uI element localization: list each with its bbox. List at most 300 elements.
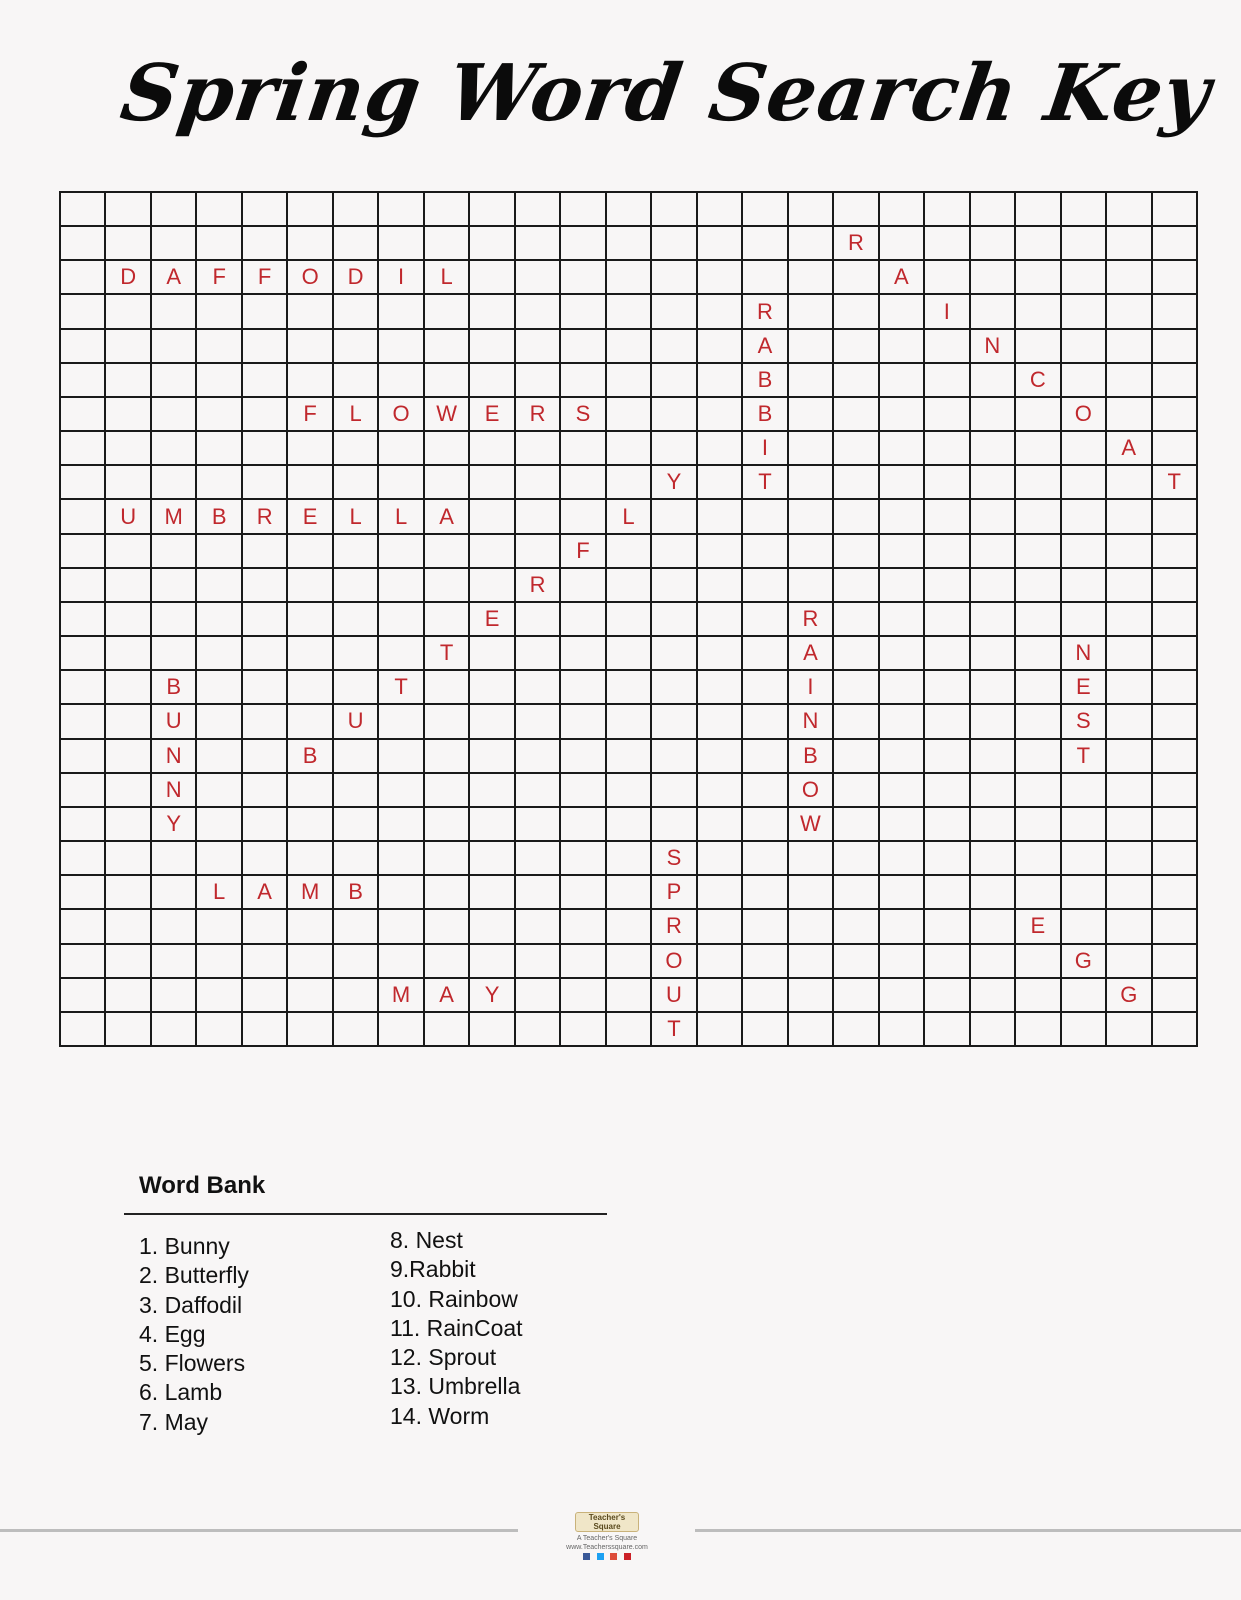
grid-cell [152, 466, 197, 500]
grid-cell [561, 910, 606, 944]
grid-cell [971, 842, 1016, 876]
grid-cell [880, 364, 925, 398]
grid-cell [197, 569, 242, 603]
grid-letter: T [425, 637, 470, 671]
grid-cell [334, 227, 379, 261]
grid-cell [652, 330, 697, 364]
grid-cell [743, 227, 788, 261]
pinterest-icon[interactable] [624, 1553, 631, 1560]
grid-cell [288, 1013, 333, 1047]
grid-cell [425, 671, 470, 705]
grid-cell [379, 295, 424, 329]
grid-cell [561, 740, 606, 774]
grid-letter: N [971, 330, 1016, 364]
grid-letter: R [789, 603, 834, 637]
grid-cell [1153, 500, 1198, 534]
grid-cell [288, 466, 333, 500]
grid-cell [607, 227, 652, 261]
grid-cell [971, 1013, 1016, 1047]
grid-cell [334, 569, 379, 603]
word-bank-item: 4. Egg [139, 1320, 206, 1347]
grid-cell [561, 227, 606, 261]
grid-cell [925, 740, 970, 774]
grid-cell [1107, 466, 1152, 500]
word-bank-item: 13. Umbrella [390, 1373, 521, 1400]
grid-cell [925, 876, 970, 910]
grid-cell [1062, 808, 1107, 842]
grid-letter: M [379, 979, 424, 1013]
grid-cell [880, 979, 925, 1013]
grid-cell [106, 808, 151, 842]
grid-letter: R [516, 398, 561, 432]
grid-letter: F [243, 261, 288, 295]
grid-cell [516, 740, 561, 774]
grid-cell [106, 535, 151, 569]
grid-cell [1016, 227, 1061, 261]
grid-cell [334, 979, 379, 1013]
grid-cell [243, 979, 288, 1013]
grid-cell [607, 671, 652, 705]
grid-letter: R [243, 500, 288, 534]
grid-cell [197, 945, 242, 979]
grid-cell [561, 500, 606, 534]
grid-cell [425, 569, 470, 603]
grid-cell [925, 535, 970, 569]
grid-cell [106, 466, 151, 500]
grid-letter: S [1062, 705, 1107, 739]
word-bank-item: 3. Daffodil [139, 1291, 243, 1318]
grid-cell [971, 535, 1016, 569]
grid-cell [698, 227, 743, 261]
grid-cell [470, 637, 515, 671]
grid-cell [470, 364, 515, 398]
grid-cell [425, 876, 470, 910]
grid-cell [561, 808, 606, 842]
grid-cell [152, 979, 197, 1013]
grid-cell [880, 398, 925, 432]
grid-cell [698, 500, 743, 534]
grid-letter: U [652, 979, 697, 1013]
grid-cell [1016, 945, 1061, 979]
grid-letter: T [379, 671, 424, 705]
grid-letter: L [334, 500, 379, 534]
grid-cell [470, 740, 515, 774]
grid-letter: A [152, 261, 197, 295]
grid-cell [561, 569, 606, 603]
grid-cell [1062, 1013, 1107, 1047]
grid-cell [152, 637, 197, 671]
grid-cell [1153, 603, 1198, 637]
grid-cell [1107, 398, 1152, 432]
grid-letter: Y [152, 808, 197, 842]
grid-cell [834, 432, 879, 466]
grid-cell [607, 910, 652, 944]
grid-letter: R [834, 227, 879, 261]
grid-cell [470, 842, 515, 876]
grid-cell [243, 330, 288, 364]
grid-cell [607, 535, 652, 569]
grid-cell [925, 261, 970, 295]
grid-cell [743, 261, 788, 295]
grid-cell [152, 876, 197, 910]
grid-cell [379, 432, 424, 466]
grid-cell [1016, 603, 1061, 637]
grid-cell [880, 535, 925, 569]
grid-cell [880, 945, 925, 979]
grid-cell [880, 910, 925, 944]
grid-cell [607, 432, 652, 466]
grid-cell [516, 193, 561, 227]
grid-cell [834, 910, 879, 944]
grid-cell [197, 535, 242, 569]
grid-letter: F [288, 398, 333, 432]
grid-cell [789, 466, 834, 500]
grid-cell [516, 500, 561, 534]
grid-letter: A [880, 261, 925, 295]
grid-letter: O [379, 398, 424, 432]
grid-cell [288, 774, 333, 808]
grid-cell [834, 603, 879, 637]
grid-letter: L [334, 398, 379, 432]
grid-letter: L [607, 500, 652, 534]
grid-cell [1107, 1013, 1152, 1047]
grid-letter: F [561, 535, 606, 569]
grid-cell [379, 637, 424, 671]
grid-cell [106, 671, 151, 705]
grid-cell [1016, 500, 1061, 534]
grid-cell [106, 398, 151, 432]
grid-cell [334, 466, 379, 500]
grid-cell [971, 910, 1016, 944]
grid-cell [379, 910, 424, 944]
grid-cell [789, 500, 834, 534]
grid-cell [743, 193, 788, 227]
grid-cell [1107, 842, 1152, 876]
grid-cell [516, 603, 561, 637]
grid-cell [1062, 603, 1107, 637]
grid-cell [925, 842, 970, 876]
grid-letter: A [243, 876, 288, 910]
grid-letter: I [789, 671, 834, 705]
grid-cell [425, 535, 470, 569]
grid-cell [425, 1013, 470, 1047]
grid-letter: A [425, 979, 470, 1013]
grid-cell [379, 603, 424, 637]
grid-cell [1016, 330, 1061, 364]
grid-cell [470, 1013, 515, 1047]
grid-cell [698, 842, 743, 876]
grid-letter: T [1153, 466, 1198, 500]
grid-cell [561, 876, 606, 910]
grid-cell [834, 569, 879, 603]
grid-cell [379, 227, 424, 261]
grid-cell [425, 705, 470, 739]
grid-cell [834, 466, 879, 500]
grid-cell [197, 466, 242, 500]
grid-cell [61, 535, 106, 569]
grid-letter: C [1016, 364, 1061, 398]
grid-cell [334, 535, 379, 569]
grid-cell [789, 330, 834, 364]
grid-letter: M [288, 876, 333, 910]
grid-cell [425, 193, 470, 227]
grid-cell [789, 979, 834, 1013]
grid-cell [1107, 876, 1152, 910]
grid-cell [880, 466, 925, 500]
word-bank-divider [124, 1213, 607, 1215]
grid-cell [1107, 193, 1152, 227]
grid-cell [334, 432, 379, 466]
grid-cell [470, 705, 515, 739]
grid-cell [106, 1013, 151, 1047]
grid-cell [470, 910, 515, 944]
grid-cell [789, 1013, 834, 1047]
grid-cell [925, 945, 970, 979]
grid-cell [834, 945, 879, 979]
grid-letter: M [152, 500, 197, 534]
grid-cell [743, 808, 788, 842]
grid-cell [789, 261, 834, 295]
grid-cell [1107, 295, 1152, 329]
grid-cell [607, 330, 652, 364]
word-bank-item: 1. Bunny [139, 1233, 230, 1259]
grid-cell [106, 193, 151, 227]
grid-cell [1016, 842, 1061, 876]
grid-cell [834, 671, 879, 705]
grid-cell [516, 774, 561, 808]
grid-cell [152, 330, 197, 364]
grid-cell [1153, 945, 1198, 979]
grid-cell [652, 432, 697, 466]
grid-cell [1107, 637, 1152, 671]
grid-cell [470, 261, 515, 295]
grid-cell [698, 774, 743, 808]
grid-cell [925, 979, 970, 1013]
grid-cell [834, 500, 879, 534]
grid-cell [743, 500, 788, 534]
word-bank-item: 5. Flowers [139, 1350, 246, 1377]
grid-cell [789, 432, 834, 466]
grid-letter: N [1062, 637, 1107, 671]
grid-cell [652, 535, 697, 569]
grid-letter: A [789, 637, 834, 671]
grid-cell [698, 945, 743, 979]
grid-cell [288, 227, 333, 261]
grid-cell [106, 637, 151, 671]
grid-cell [152, 569, 197, 603]
grid-cell [925, 603, 970, 637]
grid-cell [243, 535, 288, 569]
grid-cell [834, 705, 879, 739]
grid-cell [1062, 876, 1107, 910]
grid-cell [470, 808, 515, 842]
grid-cell [1107, 330, 1152, 364]
grid-cell [1153, 398, 1198, 432]
grid-cell [698, 398, 743, 432]
grid-cell [197, 705, 242, 739]
grid-cell [152, 193, 197, 227]
grid-cell [1016, 1013, 1061, 1047]
grid-cell [698, 1013, 743, 1047]
grid-letter: W [425, 398, 470, 432]
grid-cell [1153, 705, 1198, 739]
twitter-icon[interactable] [597, 1553, 604, 1560]
grid-cell [197, 398, 242, 432]
grid-cell [971, 193, 1016, 227]
google-plus-icon[interactable] [610, 1553, 617, 1560]
grid-cell [470, 876, 515, 910]
grid-cell [652, 603, 697, 637]
grid-letter: P [652, 876, 697, 910]
grid-cell [971, 261, 1016, 295]
grid-cell [61, 330, 106, 364]
grid-cell [561, 842, 606, 876]
grid-cell [516, 295, 561, 329]
grid-cell [834, 842, 879, 876]
grid-cell [925, 637, 970, 671]
grid-cell [607, 774, 652, 808]
grid-cell [197, 671, 242, 705]
grid-cell [288, 979, 333, 1013]
grid-cell [425, 910, 470, 944]
grid-cell [152, 535, 197, 569]
grid-letter: N [789, 705, 834, 739]
grid-cell [379, 466, 424, 500]
grid-letter: B [743, 398, 788, 432]
grid-cell [652, 705, 697, 739]
grid-cell [1016, 705, 1061, 739]
grid-cell [971, 603, 1016, 637]
grid-cell [607, 945, 652, 979]
grid-cell [243, 569, 288, 603]
grid-cell [197, 637, 242, 671]
grid-cell [288, 330, 333, 364]
grid-cell [880, 842, 925, 876]
grid-cell [789, 398, 834, 432]
grid-cell [379, 945, 424, 979]
grid-letter: B [743, 364, 788, 398]
grid-letter: S [561, 398, 606, 432]
grid-cell [698, 193, 743, 227]
grid-cell [425, 295, 470, 329]
grid-cell [516, 876, 561, 910]
word-bank-item: 2. Butterfly [139, 1262, 249, 1289]
grid-cell [971, 398, 1016, 432]
grid-cell [1107, 808, 1152, 842]
grid-cell [925, 466, 970, 500]
grid-cell [106, 295, 151, 329]
grid-letter: T [652, 1013, 697, 1047]
grid-letter: A [743, 330, 788, 364]
grid-cell [470, 466, 515, 500]
grid-letter: B [789, 740, 834, 774]
grid-cell [652, 637, 697, 671]
grid-cell [106, 740, 151, 774]
grid-cell [152, 603, 197, 637]
grid-cell [743, 1013, 788, 1047]
grid-cell [152, 295, 197, 329]
grid-cell [743, 569, 788, 603]
grid-cell [61, 876, 106, 910]
grid-cell [743, 945, 788, 979]
grid-cell [61, 1013, 106, 1047]
grid-cell [971, 979, 1016, 1013]
grid-cell [1062, 261, 1107, 295]
grid-letter: L [425, 261, 470, 295]
grid-cell [698, 432, 743, 466]
word-bank-item: 8. Nest [390, 1227, 463, 1253]
grid-cell [1062, 535, 1107, 569]
grid-cell [607, 603, 652, 637]
grid-cell [561, 979, 606, 1013]
grid-cell [470, 500, 515, 534]
grid-cell [1016, 569, 1061, 603]
word-bank-item: 7. May [139, 1408, 209, 1435]
grid-letter: E [470, 603, 515, 637]
grid-cell [243, 432, 288, 466]
grid-cell [516, 364, 561, 398]
grid-cell [880, 740, 925, 774]
grid-cell [971, 945, 1016, 979]
grid-cell [743, 535, 788, 569]
page-title: Spring Word Search Key [115, 48, 1217, 139]
grid-cell [243, 193, 288, 227]
grid-cell [1062, 979, 1107, 1013]
grid-cell [152, 432, 197, 466]
grid-cell [743, 979, 788, 1013]
grid-cell [516, 432, 561, 466]
grid-letter: S [652, 842, 697, 876]
grid-cell [1153, 330, 1198, 364]
grid-cell [1153, 569, 1198, 603]
grid-cell [834, 979, 879, 1013]
word-bank-item: 14. Worm [390, 1402, 490, 1429]
grid-cell [698, 637, 743, 671]
grid-cell [288, 295, 333, 329]
grid-cell [1153, 637, 1198, 671]
grid-cell [1107, 261, 1152, 295]
grid-cell [334, 945, 379, 979]
grid-letter: D [106, 261, 151, 295]
grid-cell [470, 330, 515, 364]
grid-cell [561, 671, 606, 705]
grid-cell [106, 603, 151, 637]
grid-letter: U [106, 500, 151, 534]
grid-cell [334, 364, 379, 398]
grid-cell [61, 261, 106, 295]
grid-cell [516, 842, 561, 876]
grid-cell [470, 569, 515, 603]
grid-cell [334, 774, 379, 808]
grid-cell [334, 1013, 379, 1047]
grid-cell [470, 295, 515, 329]
grid-cell [1107, 535, 1152, 569]
grid-cell [698, 705, 743, 739]
grid-cell [925, 1013, 970, 1047]
facebook-icon[interactable] [583, 1553, 590, 1560]
grid-cell [698, 364, 743, 398]
grid-cell [197, 910, 242, 944]
grid-cell [61, 671, 106, 705]
footer-url[interactable]: www.Teacherssquare.com [566, 1544, 648, 1551]
grid-cell [971, 500, 1016, 534]
grid-cell [197, 364, 242, 398]
grid-cell [789, 876, 834, 910]
grid-cell [925, 569, 970, 603]
grid-cell [243, 808, 288, 842]
grid-cell [1016, 740, 1061, 774]
word-bank-column-2 [390, 1226, 523, 1431]
